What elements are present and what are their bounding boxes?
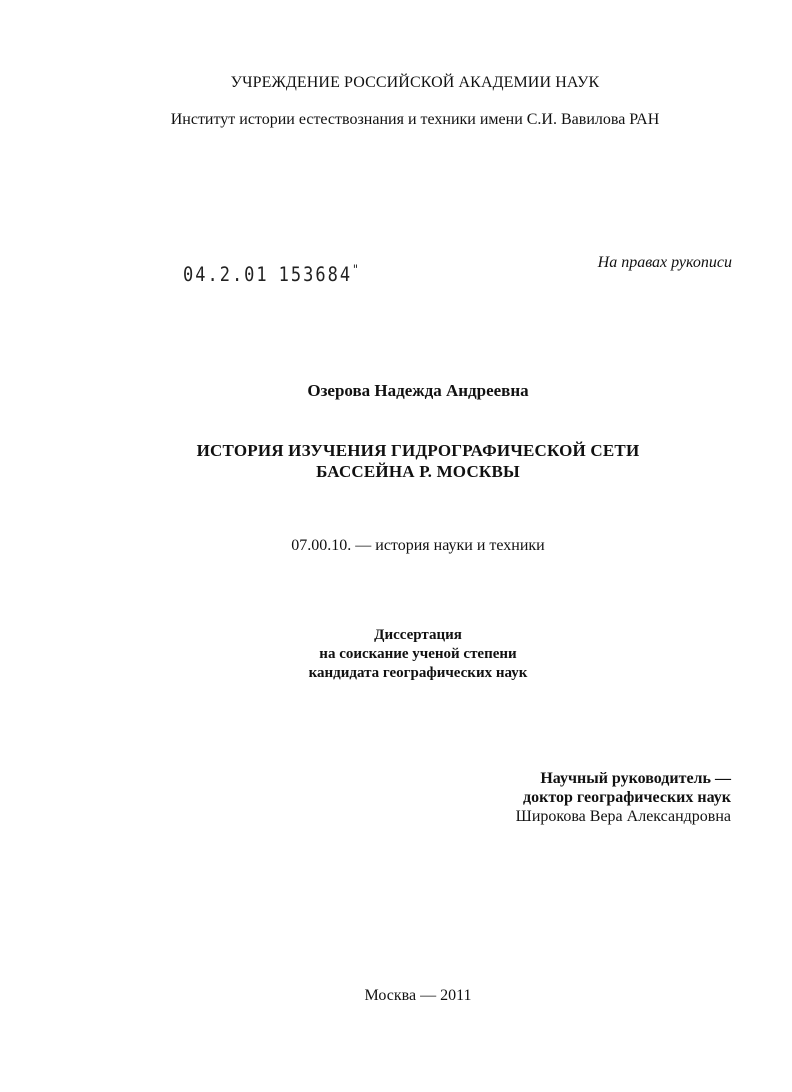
- supervisor-degree: доктор географических наук: [523, 789, 731, 806]
- city-year-footer: Москва — 2011: [364, 987, 472, 1004]
- specialty-code: 07.00.10. — история науки и техники: [291, 537, 545, 554]
- dissertation-degree: кандидата географических наук: [308, 665, 528, 681]
- title-line-1: ИСТОРИЯ ИЗУЧЕНИЯ ГИДРОГРАФИЧЕСКОЙ СЕТИ: [196, 441, 640, 460]
- library-stamp-number: [183, 262, 361, 287]
- supervisor-name: Широкова Вера Александровна: [515, 808, 731, 825]
- author-name: Озерова Надежда Андреевна: [307, 381, 529, 400]
- dissertation-purpose: на соискание ученой степени: [319, 646, 517, 662]
- dissertation-degree-block: [22, 626, 792, 683]
- supervisor-label: Научный руководитель —: [540, 770, 731, 787]
- title-line-2: БАССЕЙНА Р. МОСКВЫ: [316, 462, 520, 481]
- stamp-part-code: 04.2.01: [183, 263, 269, 287]
- institution-main-heading: УЧРЕЖДЕНИЕ РОССИЙСКОЙ АКАДЕМИИ НАУК: [230, 74, 600, 91]
- supervisor-block: [470, 769, 731, 826]
- institution-sub-heading: Институт истории естествознания и техники имени С.И. Вавилова РАН: [170, 111, 660, 128]
- stamp-mark: ": [352, 262, 361, 277]
- dissertation-title: [22, 440, 792, 482]
- dissertation-label: Диссертация: [374, 627, 462, 643]
- stamp-part-number: 153684: [278, 263, 353, 287]
- manuscript-rights-note: На правах рукописи: [597, 254, 732, 271]
